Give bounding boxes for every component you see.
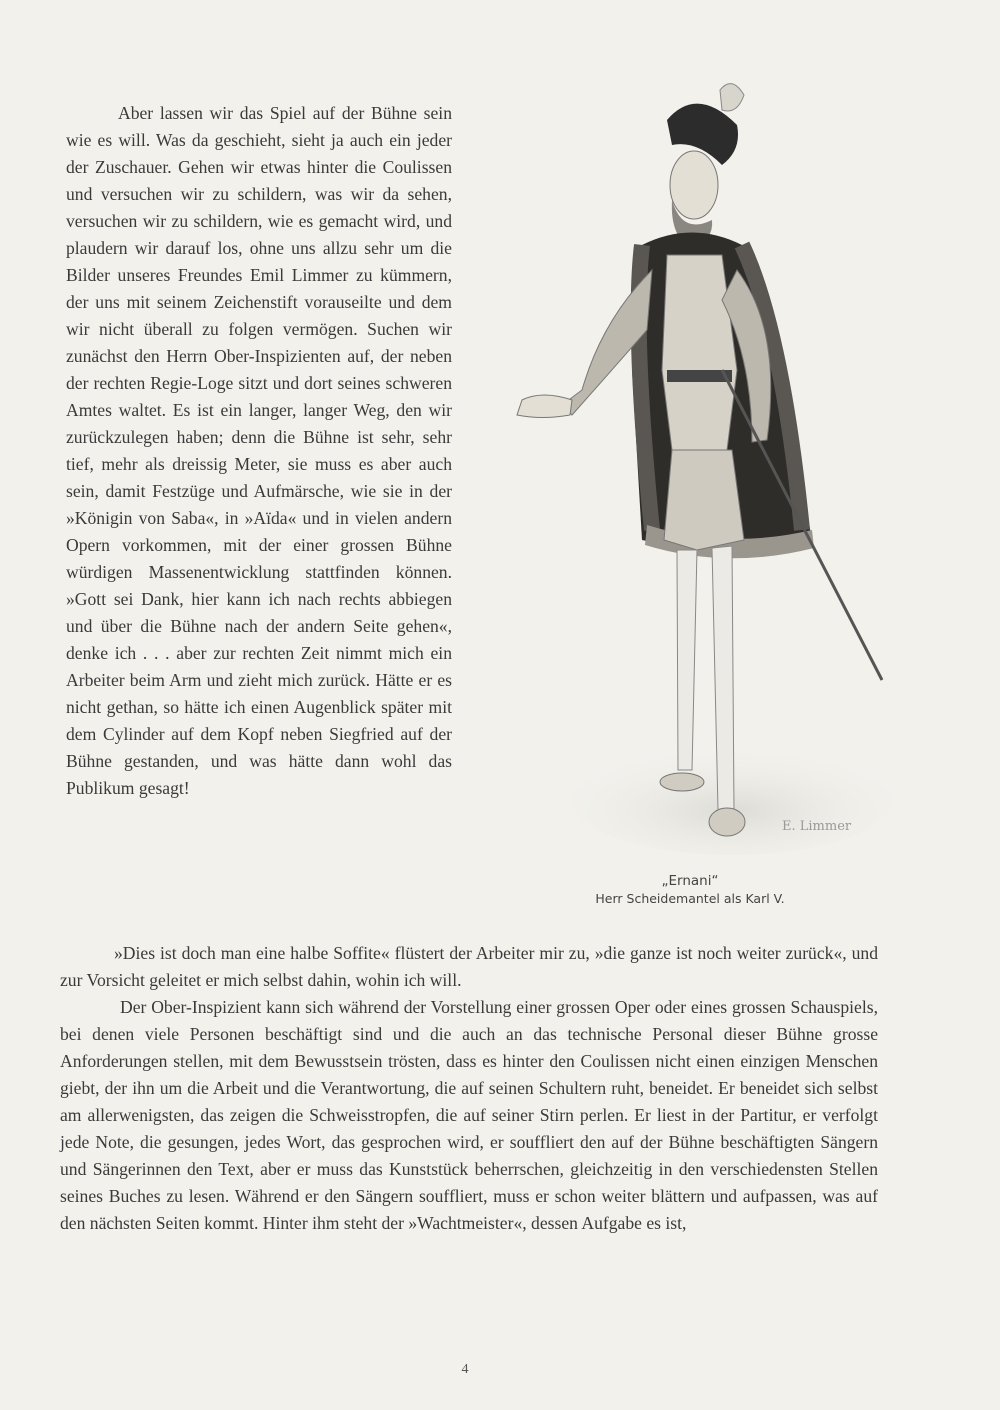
figure-caption [560, 872, 820, 908]
paragraph: Der Ober-Inspizient kann sich während der Vorstellung einer grossen Oper oder eines grossen Schauspiels, bei denen viele Personen beschäftigt sind und die auch an das technische Personal dieser Bühne grosse Anforderungen stellen, mit dem Bewusstsein trösten, dass es hinter den Coulissen nicht einen einzigen Menschen giebt, der ihn um die Arbeit und die Verantwortung, die auf seinen Schultern ruht, beneidet. Er beneidet sich selbst am allerwenigsten, das zeigen die Schweisstropfen, die auf seiner Stirn perlen. Er liest in der Partitur, er verfolgt jede Note, die gesungen, jedes Wort, das gesprochen wird, er souffliert den auf der Bühne beschäftigten Sängern und Sängerinnen den Text, aber er muss das Kunststück beherrschen, gleichzeitig in den verschiedensten Stellen seines Buches zu lesen. Während er den Sängern souffliert, muss er schon weiter blättern und aufpassen, was auf den nächsten Seiten kommt. Hinter ihm steht der »Wachtmeister«, dessen Aufgabe es ist, [60, 997, 878, 1233]
paragraph: Aber lassen wir das Spiel auf der Bühne sein wie es will. Was da geschieht, sieht ja auch ein jeder der Zuschauer. Gehen wir etwas hinter die Coulissen und versuchen wir zu schildern, was wir da sehen, versuchen wir zu schildern, wie es gemacht wird, und plaudern wir darauf los, ohne uns allzu sehr um die Bilder unseres Freundes Emil Limmer zu kümmern, der uns mit seinem Zeichenstift vorauseilte und dem wir nicht überall zu folgen vermögen. Suchen wir zunächst den Herrn Ober-Inspizienten auf, der neben der rechten Regie-Loge sitzt und dort seines schweren Amtes waltet. Es ist ein langer, langer Weg, den wir zurückzulegen haben; denn die Bühne ist sehr, sehr tief, mehr als dreissig Meter, sie muss es aber auch sein, damit Festzüge und Aufmärsche, wie sie in der »Königin von Saba«, in »Aïda« und in vielen andern Opern vorkommen, mit der einer grossen Bühne würdigen Massenentwicklung stattfinden können. »Gott sei Dank, hier kann ich nach rechts abbiegen und über die Bühne nach der andern Seite gehen«, denke ich . . . aber zur rechten Zeit nimmt mich ein Arbeiter beim Arm und zieht mich zurück. Hätte er es nicht gethan, so hätte ich einen Augenblick später mit dem Cylinder auf dem Kopf neben Siegfried auf der Bühne gestanden, und was hätte dann wohl das Publikum gesagt! [66, 103, 452, 798]
left-column-text [66, 100, 452, 802]
caption-title: „Ernani“ [661, 873, 719, 889]
illustration [482, 70, 902, 860]
caption-subtitle: Herr Scheidemantel als Karl V. [595, 891, 785, 906]
costumed-singer-illustration [482, 70, 902, 860]
artist-signature: E. Limmer [782, 819, 852, 834]
page-number: 4 [461, 1362, 469, 1377]
full-width-text [60, 940, 878, 1237]
paragraph: »Dies ist doch man eine halbe Soffite« flüstert der Arbeiter mir zu, »die ganze ist noch weiter zurück«, und zur Vorsicht geleitet er mich selbst dahin, wohin ich will. [60, 943, 878, 990]
